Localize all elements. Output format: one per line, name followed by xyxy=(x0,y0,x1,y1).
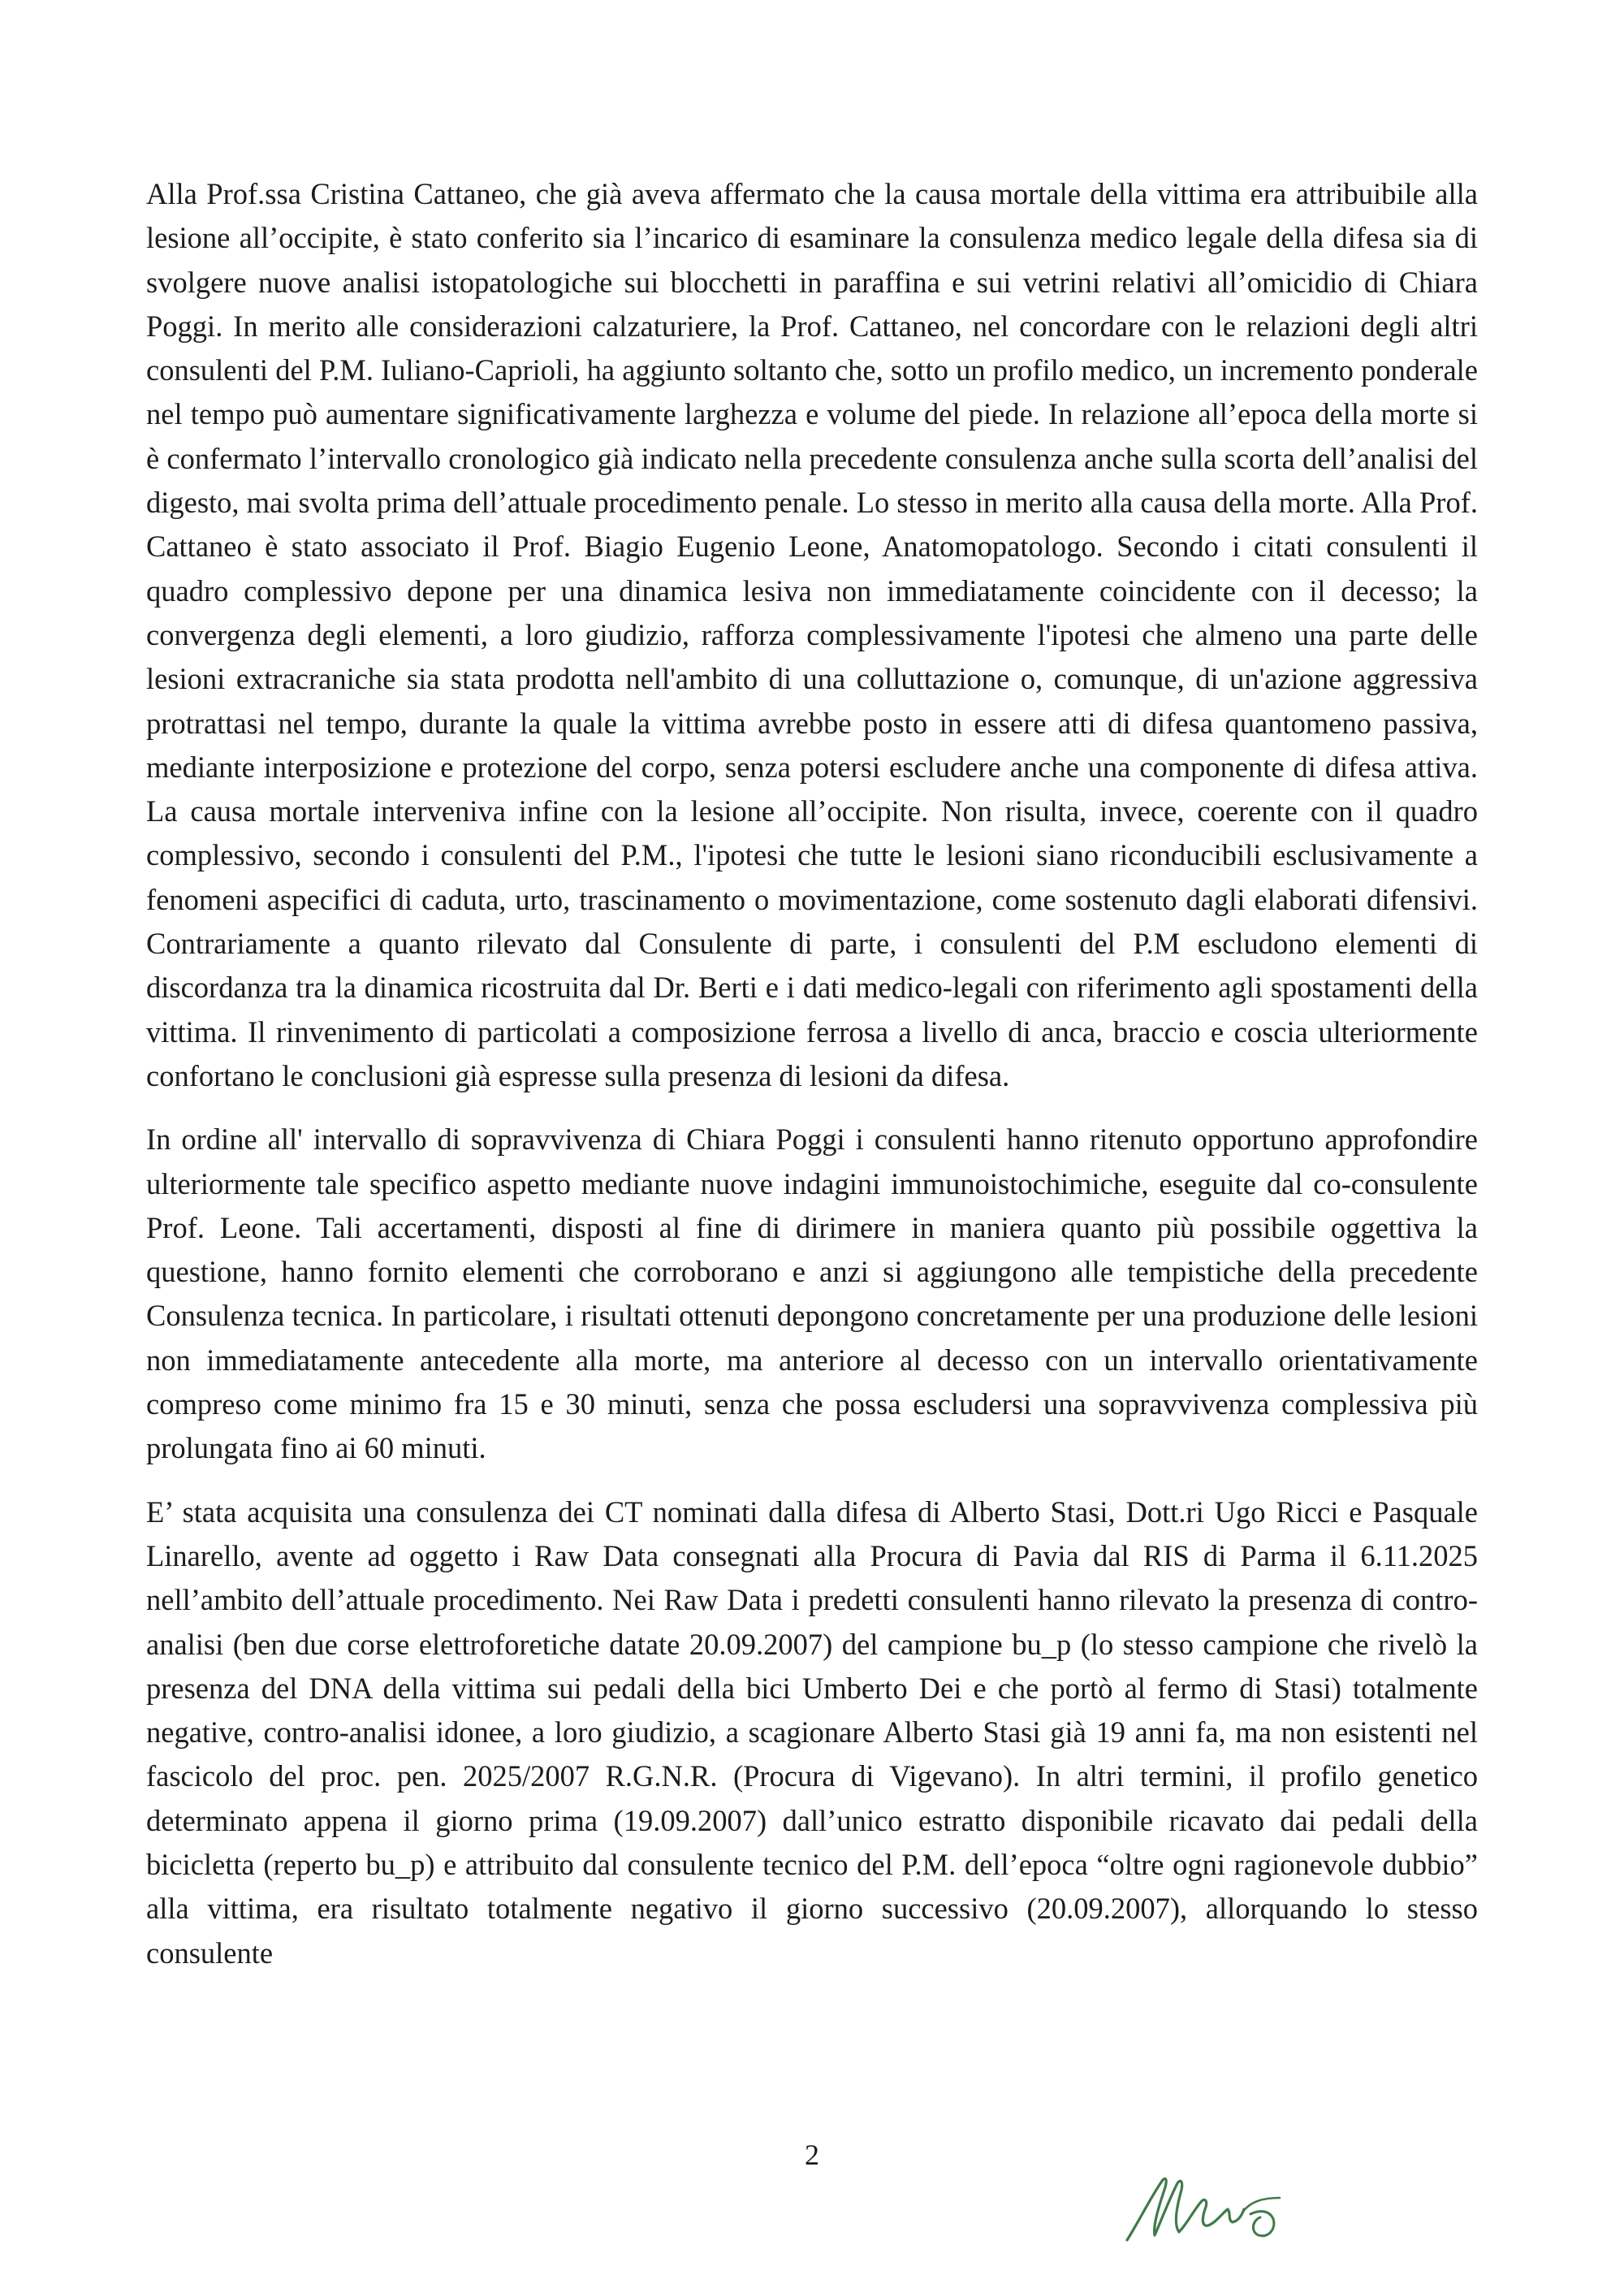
page-number: 2 xyxy=(805,2139,819,2171)
paragraph-raw-data-consultancy: E’ stata acquisita una consulenza dei CT nominati dalla difesa di Alberto Stasi, Dott.ri Ugo Ricci e Pasquale Linarello, avente ad oggetto i Raw Data consegnati alla Procura di Pavia dal RIS di Parma il 6.11.2025 nell’ambito dell’attuale procedimento. Nei Raw Data i predetti consulenti hanno rilevato la presenza di contro-analisi (ben due corse elettroforetiche datate 20.09.2007) del campione bu_p (lo stesso campione che rivelò la presenza del DNA della vittima sui pedali della bici Umberto Dei e che portò al fermo di Stasi) totalmente negative, contro-analisi idonee, a loro giudizio, a scagionare Alberto Stasi già 19 anni fa, ma non esistenti nel fascicolo del proc. pen. 2025/2007 R.G.N.R. (Procura di Vigevano). In altri termini, il profilo genetico determinato appena il giorno prima (19.09.2007) dall’unico estratto disponibile ricavato dai pedali della bicicletta (reperto bu_p) e attribuito dal consulente tecnico del P.M. dell’epoca “oltre ogni ragionevole dubbio” alla vittima, era risultato totalmente negativo il giorno successivo (20.09.2007), allorquando lo stesso consulente xyxy=(146,1494,1478,1970)
handwritten-signature xyxy=(1121,2144,1315,2258)
paragraph-survival-interval: In ordine all' intervallo di sopravvivenza di Chiara Poggi i consulenti hanno ritenuto opportuno approfondire ulteriormente tale specifico aspetto mediante nuove indagini immunoistochimiche, eseguite dal co-consulente Prof. Leone. Tali accertamenti, disposti al fine di dirimere in maniera quanto più possibile oggettiva la questione, hanno fornito elementi che corroborano e anzi si aggiungono alle tempistiche della precedente Consulenza tecnica. In particolare, i risultati ottenuti depongono concretamente per una produzione delle lesioni non immediatamente antecedente alla morte, ma anteriore al decesso con un intervallo orientativamente compreso come minimo fra 15 e 30 minuti, senza che possa escludersi una sopravvivenza complessiva più prolungata fino ai 60 minuti. xyxy=(146,1122,1478,1465)
paragraph-cattaneo-findings: Alla Prof.ssa Cristina Cattaneo, che già aveva affermato che la causa mortale della vittima era attribuibile alla lesione all’occipite, è stato conferito sia l’incarico di esaminare la consulenza medico legale della difesa sia di svolgere nuove analisi istopatologiche sui blocchetti in paraffina e sui vetrini relativi all’omicidio di Chiara Poggi. In merito alle considerazioni calzaturiere, la Prof. Cattaneo, nel concordare con le relazioni degli altri consulenti del P.M. Iuliano-Caprioli, ha aggiunto soltanto che, sotto un profilo medico, un incremento ponderale nel tempo può aumentare significativamente larghezza e volume del piede. In relazione all’epoca della morte si è confermato l’intervallo cronologico già indicato nella precedente consulenza anche sulla scorta dell’analisi del digesto, mai svolta prima dell’attuale procedimento penale. Lo stesso in merito alla causa della morte. Alla Prof. Cattaneo è stato associato il Prof. Biagio Eugenio Leone, Anatomopatologo. Secondo i citati consulenti il quadro complessivo depone per una dinamica lesiva non immediatamente coincidente con il decesso; la convergenza degli elementi, a loro giudizio, rafforza complessivamente l'ipotesi che almeno una parte delle lesioni extracraniche sia stata prodotta nell'ambito di una colluttazione o, comunque, di un'azione aggressiva protrattasi nel tempo, durante la quale la vittima avrebbe posto in essere atti di difesa quantomeno passiva, mediante interposizione e protezione del corpo, senza potersi escludere anche una componente di difesa attiva. La causa mortale interveniva infine con la lesione all’occipite. Non risulta, invece, coerente con il quadro complessivo, secondo i consulenti del P.M., l'ipotesi che tutte le lesioni siano riconducibili esclusivamente a fenomeni aspecifici di caduta, urto, trascinamento o movimentazione, come sostenuto dagli elaborati difensivi. Contrariamente a quanto rilevato dal Consulente di parte, i consulenti del P.M escludono elementi di discordanza tra la dinamica ricostruita dal Dr. Berti e i dati medico-legali con riferimento agli spostamenti della vittima. Il rinvenimento di particolati a composizione ferrosa a livello di anca, braccio e coscia ulteriormente confortano le conclusioni già espresse sulla presenza di lesioni da difesa. xyxy=(146,177,1478,1092)
document-body xyxy=(146,172,1478,1995)
